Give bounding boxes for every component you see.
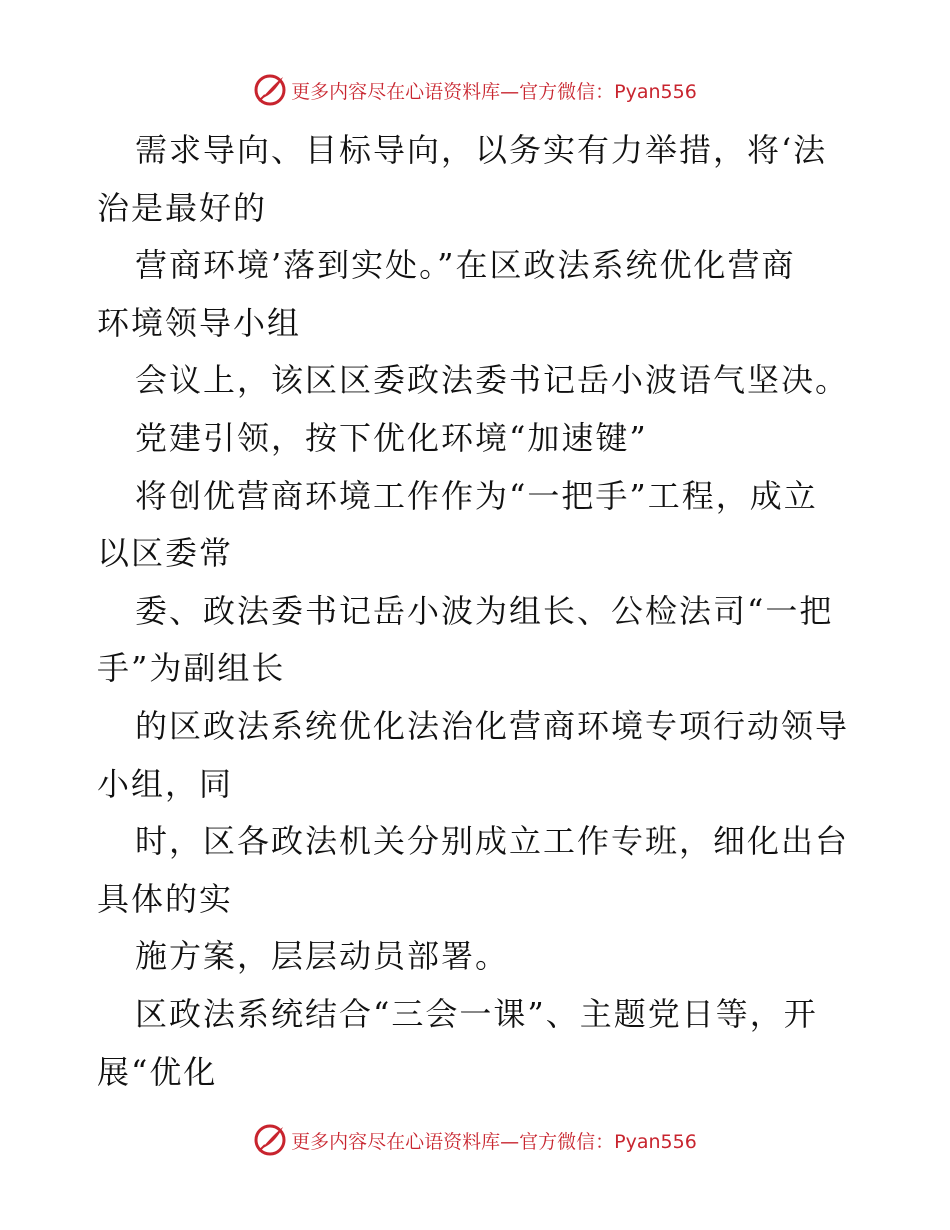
header-watermark [0, 70, 950, 110]
watermark-group [253, 1123, 697, 1157]
text-line: 党建引领，按下优化环境“加速键” [135, 418, 648, 457]
text-line: 小组，同 [97, 764, 234, 803]
text-line: 委、政法委书记岳小波为组长、公检法司“一把 [135, 591, 834, 630]
text-line: 手”为副组长 [97, 649, 286, 688]
quill-pen-circle-icon [253, 1123, 287, 1157]
text-line: 施方案，层层动员部署。 [135, 937, 510, 976]
quill-pen-circle-icon [253, 73, 287, 107]
text-line: 时，区各政法机关分别成立工作专班，细化出台 [135, 822, 850, 861]
text-line: 环境领导小组 [97, 303, 302, 342]
text-line: 区政法系统结合“三会一课”、主题党日等，开 [135, 994, 818, 1033]
text-line: 以区委常 [97, 534, 234, 573]
watermark-text: 更多内容尽在心语资料库—官方微信：Pyan556 [291, 80, 697, 103]
document-body [97, 122, 857, 1101]
watermark-text: 更多内容尽在心语资料库—官方微信：Pyan556 [291, 1130, 697, 1153]
text-line: 治是最好的 [97, 188, 268, 227]
watermark-group [253, 73, 697, 107]
text-line: 需求导向、目标导向，以务实有力举措，将‘法 [135, 131, 828, 169]
footer-watermark [0, 1120, 950, 1160]
text-line: 的区政法系统优化法治化营商环境专项行动领导 [135, 706, 850, 745]
text-line: 具体的实 [97, 879, 234, 918]
text-line: 营商环境’落到实处。”在区政法系统优化营商 [135, 246, 796, 285]
text-line: 将创优营商环境工作作为“一把手”工程，成立 [135, 476, 818, 515]
text-line: 会议上，该区区委政法委书记岳小波语气坚决。 [135, 361, 850, 400]
text-line: 展“优化 [97, 1052, 218, 1091]
